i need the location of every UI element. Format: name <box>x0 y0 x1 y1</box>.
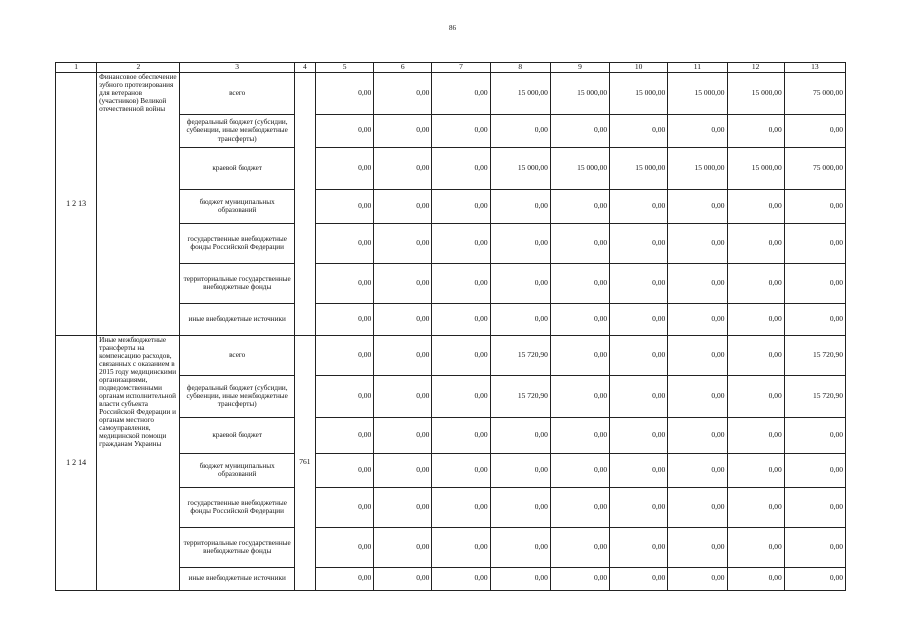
amount-cell: 0,00 <box>374 263 432 303</box>
funding-source: федеральный бюджет (субсидии, субвенции, иные межбюджетные трансферты) <box>180 375 294 417</box>
amount-cell: 0,00 <box>432 147 490 189</box>
amount-cell: 0,00 <box>374 417 432 453</box>
column-number: 5 <box>315 63 373 73</box>
amount-cell: 0,00 <box>784 453 845 487</box>
amount-cell: 0,00 <box>727 263 784 303</box>
amount-cell: 0,00 <box>490 487 550 527</box>
amount-cell: 0,00 <box>490 114 550 147</box>
funding-source: всего <box>180 72 294 114</box>
amount-cell: 0,00 <box>490 303 550 335</box>
amount-cell: 0,00 <box>315 147 373 189</box>
amount-cell: 0,00 <box>550 189 609 223</box>
column-4-value: 761 <box>294 335 315 590</box>
amount-cell: 0,00 <box>374 335 432 375</box>
amount-cell: 0,00 <box>374 567 432 590</box>
column-number-row <box>56 63 846 73</box>
amount-cell: 15 720,90 <box>490 335 550 375</box>
funding-source: территориальные государственные внебюджетные фонды <box>180 263 294 303</box>
amount-cell: 15 000,00 <box>727 147 784 189</box>
amount-cell: 0,00 <box>315 375 373 417</box>
amount-cell: 0,00 <box>668 487 727 527</box>
amount-cell: 0,00 <box>315 189 373 223</box>
table-row <box>56 72 846 114</box>
column-number: 1 <box>56 63 97 73</box>
budget-table <box>55 62 846 591</box>
amount-cell: 0,00 <box>374 223 432 263</box>
amount-cell: 15 000,00 <box>550 72 609 114</box>
amount-cell: 0,00 <box>727 114 784 147</box>
amount-cell: 0,00 <box>315 527 373 567</box>
column-number: 4 <box>294 63 315 73</box>
amount-cell: 15 000,00 <box>490 147 550 189</box>
amount-cell: 0,00 <box>550 417 609 453</box>
amount-cell: 0,00 <box>610 527 668 567</box>
amount-cell: 0,00 <box>490 567 550 590</box>
amount-cell: 0,00 <box>550 114 609 147</box>
amount-cell: 0,00 <box>490 417 550 453</box>
funding-source: федеральный бюджет (субсидии, субвенции, иные межбюджетные трансферты) <box>180 114 294 147</box>
amount-cell: 0,00 <box>610 417 668 453</box>
amount-cell: 0,00 <box>610 567 668 590</box>
amount-cell: 0,00 <box>610 114 668 147</box>
column-number: 3 <box>180 63 294 73</box>
amount-cell: 0,00 <box>432 72 490 114</box>
amount-cell: 15 720,90 <box>490 375 550 417</box>
amount-cell: 0,00 <box>727 567 784 590</box>
amount-cell: 75 000,00 <box>784 72 845 114</box>
column-4-value <box>294 72 315 335</box>
funding-source: бюджет муниципальных образований <box>180 189 294 223</box>
column-number: 7 <box>432 63 490 73</box>
amount-cell: 0,00 <box>727 375 784 417</box>
amount-cell: 0,00 <box>727 223 784 263</box>
amount-cell: 0,00 <box>550 567 609 590</box>
funding-source: краевой бюджет <box>180 417 294 453</box>
amount-cell: 15 000,00 <box>610 147 668 189</box>
amount-cell: 0,00 <box>315 303 373 335</box>
amount-cell: 0,00 <box>432 487 490 527</box>
amount-cell: 0,00 <box>784 223 845 263</box>
amount-cell: 0,00 <box>315 487 373 527</box>
amount-cell: 0,00 <box>784 303 845 335</box>
column-number: 12 <box>727 63 784 73</box>
amount-cell: 0,00 <box>784 527 845 567</box>
amount-cell: 0,00 <box>490 223 550 263</box>
amount-cell: 0,00 <box>610 303 668 335</box>
column-number: 2 <box>97 63 180 73</box>
amount-cell: 15 000,00 <box>727 72 784 114</box>
amount-cell: 0,00 <box>374 189 432 223</box>
amount-cell: 0,00 <box>490 189 550 223</box>
amount-cell: 0,00 <box>610 189 668 223</box>
amount-cell: 0,00 <box>374 527 432 567</box>
amount-cell: 0,00 <box>490 453 550 487</box>
amount-cell: 0,00 <box>432 335 490 375</box>
amount-cell: 0,00 <box>610 223 668 263</box>
section-name: Иные межбюджетные трансферты на компенсацию расходов, связанных с оказанием в 2015 году медицинскими организациями, подведомственными органам исполнительной власти субъекта Российской Федерации и органам местного самоуправления, медицинской помощи гражданам Украины <box>97 335 180 590</box>
funding-source: государственные внебюджетные фонды Российской Федерации <box>180 487 294 527</box>
amount-cell: 0,00 <box>374 375 432 417</box>
amount-cell: 0,00 <box>550 375 609 417</box>
amount-cell: 15 000,00 <box>668 72 727 114</box>
amount-cell: 0,00 <box>315 335 373 375</box>
page-number: 86 <box>449 24 456 32</box>
amount-cell: 0,00 <box>432 114 490 147</box>
amount-cell: 0,00 <box>550 487 609 527</box>
amount-cell: 0,00 <box>784 263 845 303</box>
amount-cell: 0,00 <box>610 453 668 487</box>
section-code: 1 2 13 <box>56 72 97 335</box>
amount-cell: 0,00 <box>315 263 373 303</box>
amount-cell: 0,00 <box>784 567 845 590</box>
amount-cell: 0,00 <box>668 263 727 303</box>
amount-cell: 0,00 <box>374 72 432 114</box>
amount-cell: 0,00 <box>315 114 373 147</box>
amount-cell: 0,00 <box>668 527 727 567</box>
table-row <box>56 335 846 375</box>
amount-cell: 0,00 <box>727 487 784 527</box>
column-number: 6 <box>374 63 432 73</box>
amount-cell: 0,00 <box>315 567 373 590</box>
amount-cell: 15 000,00 <box>490 72 550 114</box>
amount-cell: 0,00 <box>432 375 490 417</box>
amount-cell: 0,00 <box>784 487 845 527</box>
amount-cell: 0,00 <box>432 223 490 263</box>
amount-cell: 0,00 <box>727 189 784 223</box>
amount-cell: 0,00 <box>550 453 609 487</box>
amount-cell: 0,00 <box>784 189 845 223</box>
amount-cell: 0,00 <box>432 263 490 303</box>
amount-cell: 0,00 <box>432 567 490 590</box>
amount-cell: 0,00 <box>784 114 845 147</box>
amount-cell: 0,00 <box>315 453 373 487</box>
funding-source: иные внебюджетные источники <box>180 567 294 590</box>
funding-source: всего <box>180 335 294 375</box>
amount-cell: 0,00 <box>432 527 490 567</box>
amount-cell: 0,00 <box>668 375 727 417</box>
amount-cell: 0,00 <box>490 263 550 303</box>
amount-cell: 0,00 <box>550 303 609 335</box>
amount-cell: 0,00 <box>668 189 727 223</box>
funding-source: иные внебюджетные источники <box>180 303 294 335</box>
amount-cell: 0,00 <box>727 335 784 375</box>
table-body <box>56 63 846 591</box>
amount-cell: 0,00 <box>668 335 727 375</box>
funding-source: государственные внебюджетные фонды Российской Федерации <box>180 223 294 263</box>
funding-source: краевой бюджет <box>180 147 294 189</box>
amount-cell: 0,00 <box>610 375 668 417</box>
amount-cell: 0,00 <box>727 417 784 453</box>
amount-cell: 0,00 <box>727 527 784 567</box>
amount-cell: 0,00 <box>668 453 727 487</box>
amount-cell: 15 720,90 <box>784 375 845 417</box>
amount-cell: 0,00 <box>374 303 432 335</box>
amount-cell: 0,00 <box>550 263 609 303</box>
column-number: 13 <box>784 63 845 73</box>
amount-cell: 0,00 <box>668 114 727 147</box>
amount-cell: 0,00 <box>432 417 490 453</box>
amount-cell: 15 720,90 <box>784 335 845 375</box>
section-name: Финансовое обеспечение зубного протезирования для ветеранов (участников) Великой отечественной войны <box>97 72 180 335</box>
amount-cell: 0,00 <box>432 453 490 487</box>
amount-cell: 0,00 <box>610 335 668 375</box>
amount-cell: 0,00 <box>550 223 609 263</box>
amount-cell: 75 000,00 <box>784 147 845 189</box>
amount-cell: 0,00 <box>315 223 373 263</box>
amount-cell: 0,00 <box>432 189 490 223</box>
amount-cell: 0,00 <box>784 417 845 453</box>
amount-cell: 0,00 <box>374 453 432 487</box>
funding-source: бюджет муниципальных образований <box>180 453 294 487</box>
column-number: 9 <box>550 63 609 73</box>
amount-cell: 0,00 <box>315 417 373 453</box>
column-number: 10 <box>610 63 668 73</box>
section-code: 1 2 14 <box>56 335 97 590</box>
column-number: 11 <box>668 63 727 73</box>
amount-cell: 0,00 <box>550 335 609 375</box>
amount-cell: 0,00 <box>610 263 668 303</box>
amount-cell: 15 000,00 <box>610 72 668 114</box>
amount-cell: 0,00 <box>374 147 432 189</box>
amount-cell: 0,00 <box>432 303 490 335</box>
amount-cell: 0,00 <box>668 417 727 453</box>
amount-cell: 15 000,00 <box>668 147 727 189</box>
amount-cell: 0,00 <box>668 567 727 590</box>
amount-cell: 0,00 <box>668 223 727 263</box>
amount-cell: 0,00 <box>315 72 373 114</box>
amount-cell: 0,00 <box>727 303 784 335</box>
amount-cell: 0,00 <box>610 487 668 527</box>
amount-cell: 15 000,00 <box>550 147 609 189</box>
funding-source: территориальные государственные внебюджетные фонды <box>180 527 294 567</box>
amount-cell: 0,00 <box>490 527 550 567</box>
amount-cell: 0,00 <box>727 453 784 487</box>
amount-cell: 0,00 <box>374 487 432 527</box>
amount-cell: 0,00 <box>374 114 432 147</box>
column-number: 8 <box>490 63 550 73</box>
amount-cell: 0,00 <box>668 303 727 335</box>
amount-cell: 0,00 <box>550 527 609 567</box>
